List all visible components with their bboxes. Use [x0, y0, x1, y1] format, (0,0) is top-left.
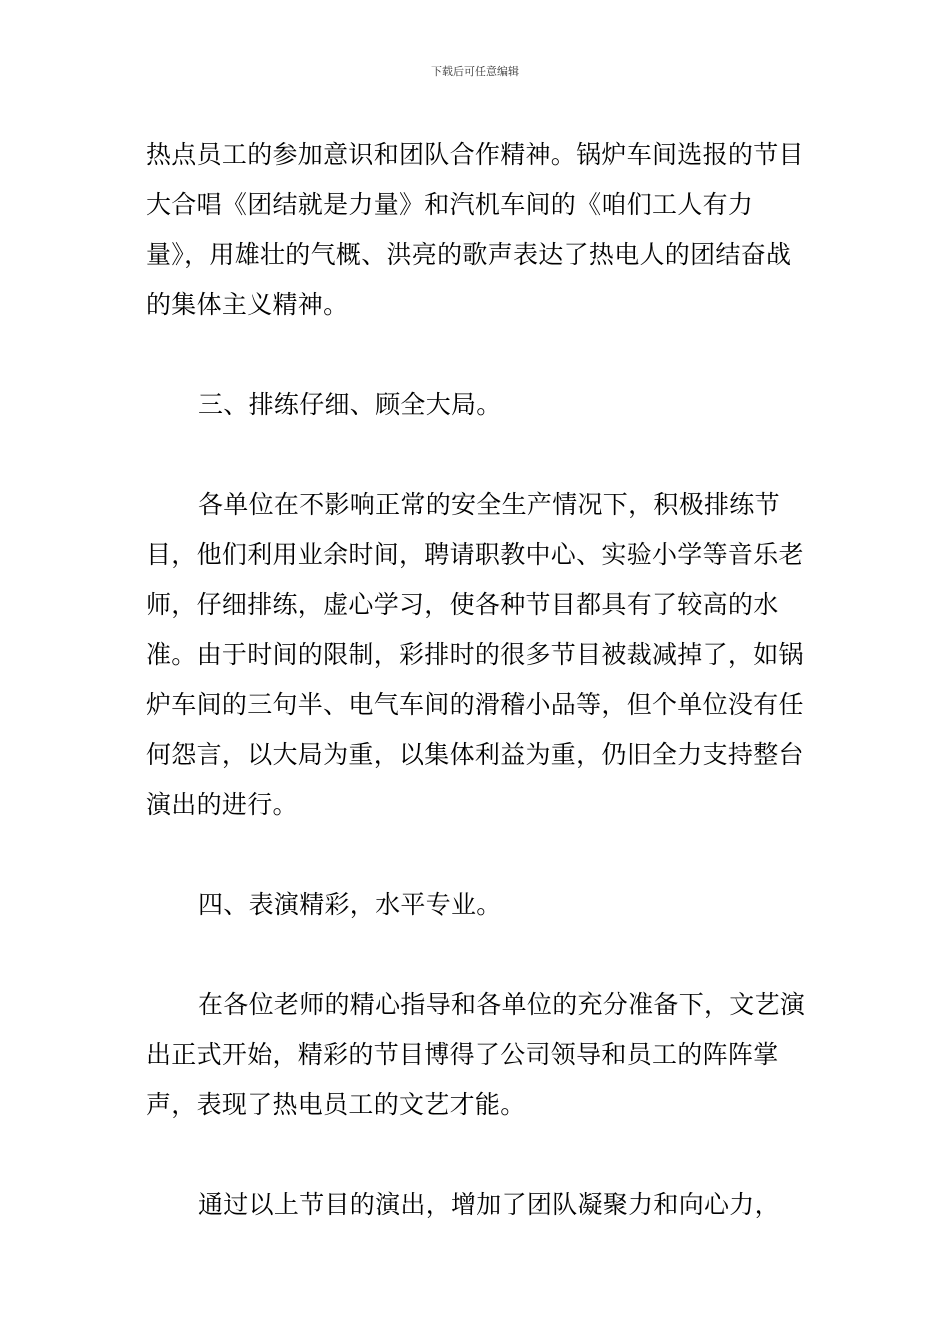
section-heading-three: 三、排练仔细、顾全大局。 — [198, 390, 502, 419]
paragraph-performance: 在各位老师的精心指导和各单位的充分准备下，文艺演出正式开始，精彩的节目博得了公司领导和员工的阵阵掌声，表现了热电员工的文艺才能。 — [146, 990, 806, 1119]
paragraph-continuation: 热点员工的参加意识和团队合作精神。锅炉车间选报的节目大合唱《团结就是力量》和汽机车间的《咱们工人有力量》，用雄壮的气概、洪亮的歌声表达了热电人的团结奋战的集体主义精神。 — [146, 140, 804, 319]
paragraph-conclusion-start: 通过以上节目的演出，增加了团队凝聚力和向心力， — [198, 1190, 780, 1219]
section-heading-four: 四、表演精彩，水平专业。 — [198, 890, 502, 919]
document-body — [146, 130, 806, 1230]
page-header-note: 下载后可任意编辑 — [431, 65, 519, 78]
paragraph-rehearsal: 各单位在不影响正常的安全生产情况下，积极排练节目，他们利用业余时间，聘请职教中心、实验小学等音乐老师，仔细排练，虚心学习，使各种节目都具有了较高的水准。由于时间的限制，彩排时的很多节目被裁减掉了，如锅炉车间的三句半、电气车间的滑稽小品等，但个单位没有任何怨言，以大局为重，以集体利益为重，仍旧全力支持整台演出的进行。 — [146, 490, 804, 819]
